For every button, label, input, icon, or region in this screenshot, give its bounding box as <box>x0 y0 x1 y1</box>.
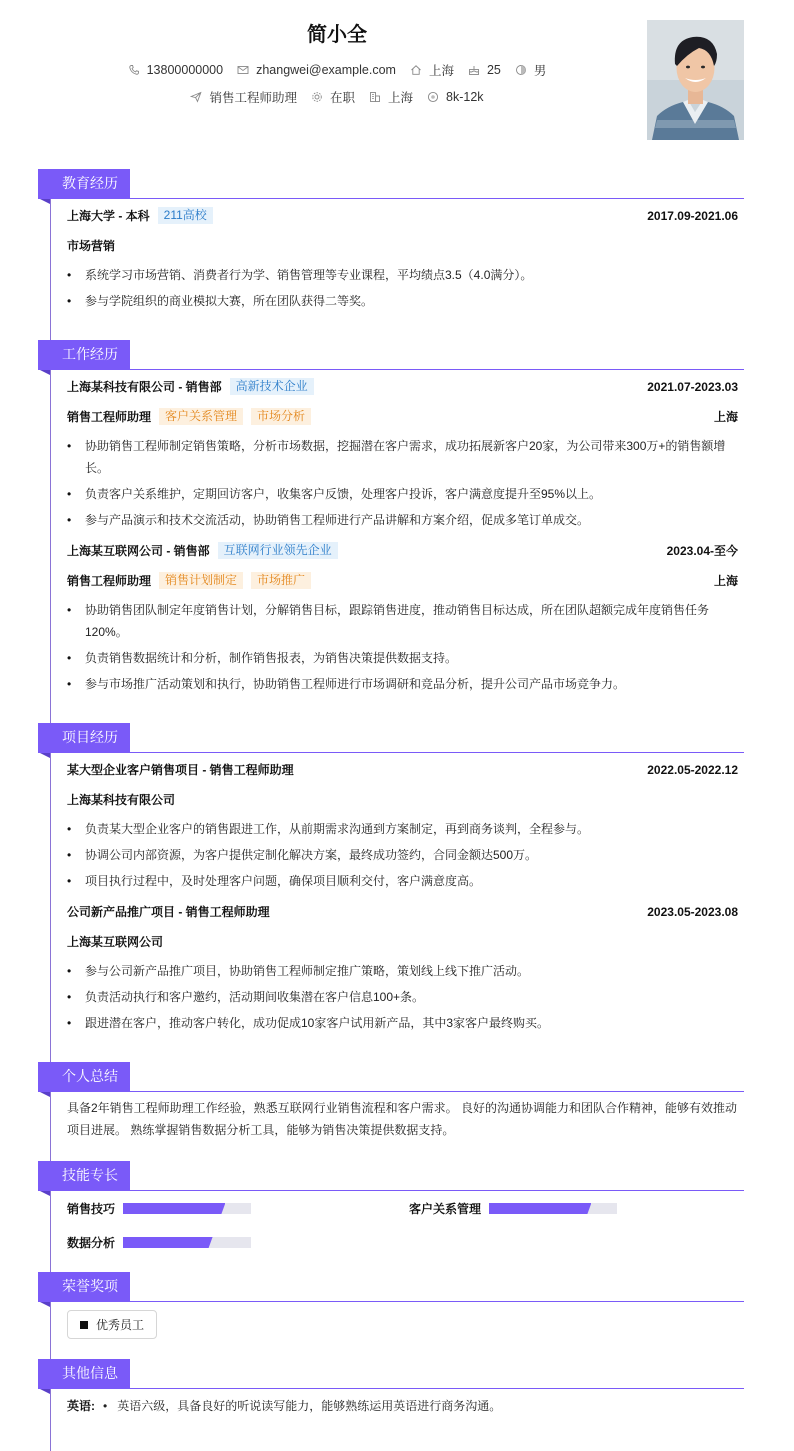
award-name: 优秀员工 <box>96 1318 145 1332</box>
role-tag: 市场推广 <box>251 572 311 589</box>
major: 市场营销 <box>67 239 116 253</box>
salary-text: 8k-12k <box>446 90 484 104</box>
email-text: zhangwei@example.com <box>256 63 396 77</box>
section-divider <box>38 1388 744 1389</box>
skill-bar-fill <box>123 1237 213 1248</box>
status-item <box>311 88 355 106</box>
section-title: 技能专长 <box>38 1161 130 1190</box>
city-item <box>369 88 413 106</box>
other-label: 英语: <box>67 1399 95 1413</box>
section-title: 荣誉奖项 <box>38 1272 130 1301</box>
list-item: • 系统学习市场营销、消费者行为学、销售管理等专业课程，平均绩点3.5（4.0满分）。 <box>67 264 738 286</box>
skill-bar <box>489 1203 617 1214</box>
gender-item <box>515 61 547 79</box>
list-item: • 负责销售数据统计和分析，制作销售报表，为销售决策提供数据支持。 <box>67 647 738 669</box>
project-header <box>67 903 738 920</box>
hometown-item <box>410 61 454 79</box>
list-item: • 协助销售团队制定年度销售计划，分解销售目标，跟踪销售进度，推动销售目标达成，所在团队超额完成年度销售任务120%。 <box>67 599 738 643</box>
education-major-row <box>67 237 738 254</box>
skill-bar <box>123 1203 251 1214</box>
section-title: 教育经历 <box>38 169 130 198</box>
list-item: • 协助销售工程师制定销售策略，分析市场数据，挖掘潜在客户需求，成功拓展新客户20家，为公司带来300万+的销售额增长。 <box>67 435 738 479</box>
building-icon <box>369 91 381 103</box>
job-intent-row <box>0 88 674 106</box>
skill-name: 销售技巧 <box>67 1202 116 1216</box>
education-date: 2017.09-2021.06 <box>647 208 738 223</box>
cake-icon <box>468 64 480 76</box>
list-item: • 参与市场推广活动策划和执行，协助销售工程师进行市场调研和竞品分析，提升公司产品市场竞争力。 <box>67 673 738 695</box>
summary-text: 具备2年销售工程师助理工作经验，熟悉互联网行业销售流程和客户需求。 良好的沟通协调能力和团队合作精神，能够有效推动项目进展。 熟练掌握销售数据分析工具，能够为销售决策提供数据支持。 <box>67 1101 738 1137</box>
gear-icon <box>311 91 323 103</box>
section-title: 工作经历 <box>38 340 130 369</box>
role-tag: 销售计划制定 <box>159 572 243 589</box>
gender-icon <box>515 64 527 76</box>
work-role-row <box>67 408 738 425</box>
hometown-text: 上海 <box>428 64 454 78</box>
work-role-row <box>67 572 738 589</box>
section-divider <box>38 752 744 753</box>
phone-text: 13800000000 <box>146 63 224 77</box>
section-other <box>38 1359 744 1389</box>
other-bullet: • <box>103 1398 108 1413</box>
send-icon <box>190 91 202 103</box>
list-item: • 协调公司内部资源，为客户提供定制化解决方案，最终成功签约，合同金额达500万。 <box>67 844 738 866</box>
other-text: 英语六级，具备良好的听说读写能力，能够熟练运用英语进行商务沟通。 <box>117 1399 502 1413</box>
city-text: 上海 <box>387 91 413 105</box>
age-item <box>468 63 501 77</box>
phone-item <box>128 63 223 77</box>
gender-text: 男 <box>533 64 547 78</box>
skill-item <box>67 1200 251 1217</box>
skill-bar <box>123 1237 251 1248</box>
education-header <box>67 207 738 224</box>
award-badge <box>67 1310 157 1339</box>
list-item: • 负责某大型企业客户的销售跟进工作，从前期需求沟通到方案制定，再到商务谈判，全程参与。 <box>67 818 738 840</box>
section-title: 其他信息 <box>38 1359 130 1388</box>
list-item: • 参与产品演示和技术交流活动，协助销售工程师进行产品讲解和方案介绍，促成多笔订单成交。 <box>67 509 738 531</box>
role-tag: 市场分析 <box>251 408 311 425</box>
list-item: • 参与学院组织的商业模拟大赛，所在团队获得二等奖。 <box>67 290 738 312</box>
job-target-item <box>190 88 297 106</box>
work-date: 2021.07-2023.03 <box>647 379 738 394</box>
project-org-row <box>67 791 738 808</box>
section-summary <box>38 1062 744 1092</box>
company-tag: 高新技术企业 <box>230 378 314 395</box>
mail-icon <box>237 64 249 76</box>
company-name: 上海某互联网公司 - 销售部 <box>67 544 210 558</box>
project-org-row <box>67 933 738 950</box>
role-tag: 客户关系管理 <box>159 408 243 425</box>
section-skills <box>38 1161 744 1191</box>
list-item: • 跟进潜在客户，推动客户转化，成功促成10家客户试用新产品，其中3家客户最终购买。 <box>67 1012 738 1034</box>
skill-item <box>67 1234 251 1251</box>
project-header <box>67 761 738 778</box>
skill-bar-fill <box>489 1203 591 1214</box>
section-title: 个人总结 <box>38 1062 130 1091</box>
section-divider <box>38 1091 744 1092</box>
status-text: 在职 <box>329 91 355 105</box>
work-date: 2023.04-至今 <box>666 544 738 558</box>
project-org: 上海某互联网公司 <box>67 935 164 949</box>
company-name: 上海某科技有限公司 - 销售部 <box>67 380 222 394</box>
section-divider <box>38 1190 744 1191</box>
job-target-text: 销售工程师助理 <box>209 91 297 105</box>
list-item: • 负责客户关系维护，定期回访客户，收集客户反馈，处理客户投诉，客户满意度提升至95%以上。 <box>67 483 738 505</box>
list-item: • 负责活动执行和客户邀约，活动期间收集潜在客户信息100+条。 <box>67 986 738 1008</box>
home-icon <box>410 64 422 76</box>
award-bullet-icon <box>80 1321 88 1329</box>
project-title: 公司新产品推广项目 - 销售工程师助理 <box>67 905 270 919</box>
section-divider <box>38 1301 744 1302</box>
project-org: 上海某科技有限公司 <box>67 793 176 807</box>
contact-row <box>0 61 674 79</box>
school-name: 上海大学 - 本科 <box>67 209 150 223</box>
section-education <box>38 169 744 199</box>
list-item: • 参与公司新产品推广项目，协助销售工程师制定推广策略，策划线上线下推广活动。 <box>67 960 738 982</box>
skill-name: 数据分析 <box>67 1236 116 1250</box>
role: 销售工程师助理 <box>67 574 152 588</box>
project-title: 某大型企业客户销售项目 - 销售工程师助理 <box>67 763 294 777</box>
project-date: 2023.05-2023.08 <box>647 904 738 919</box>
school-tag: 211高校 <box>158 207 213 224</box>
skill-name: 客户关系管理 <box>409 1202 482 1216</box>
section-divider <box>38 369 744 370</box>
work-header <box>67 378 738 395</box>
section-awards <box>38 1272 744 1302</box>
timeline-line <box>50 196 51 1451</box>
email-item <box>237 63 396 77</box>
list-item: • 项目执行过程中，及时处理客户问题，确保项目顺利交付，客户满意度高。 <box>67 870 738 892</box>
company-tag: 互联网行业领先企业 <box>218 542 338 559</box>
age-text: 25 <box>486 63 501 77</box>
skill-item <box>409 1200 617 1217</box>
candidate-name: 简小全 <box>307 24 367 46</box>
section-work <box>38 340 744 370</box>
section-divider <box>38 198 744 199</box>
section-title: 项目经历 <box>38 723 130 752</box>
section-projects <box>38 723 744 753</box>
work-header <box>67 542 738 559</box>
skill-bar-fill <box>123 1203 225 1214</box>
phone-icon <box>128 64 140 76</box>
coin-icon <box>427 91 439 103</box>
other-row <box>67 1397 738 1414</box>
work-location: 上海 <box>713 410 738 424</box>
profile-photo <box>647 20 744 140</box>
project-date: 2022.05-2022.12 <box>647 762 738 777</box>
salary-item <box>427 90 484 104</box>
role: 销售工程师助理 <box>67 410 152 424</box>
work-location: 上海 <box>713 574 738 588</box>
